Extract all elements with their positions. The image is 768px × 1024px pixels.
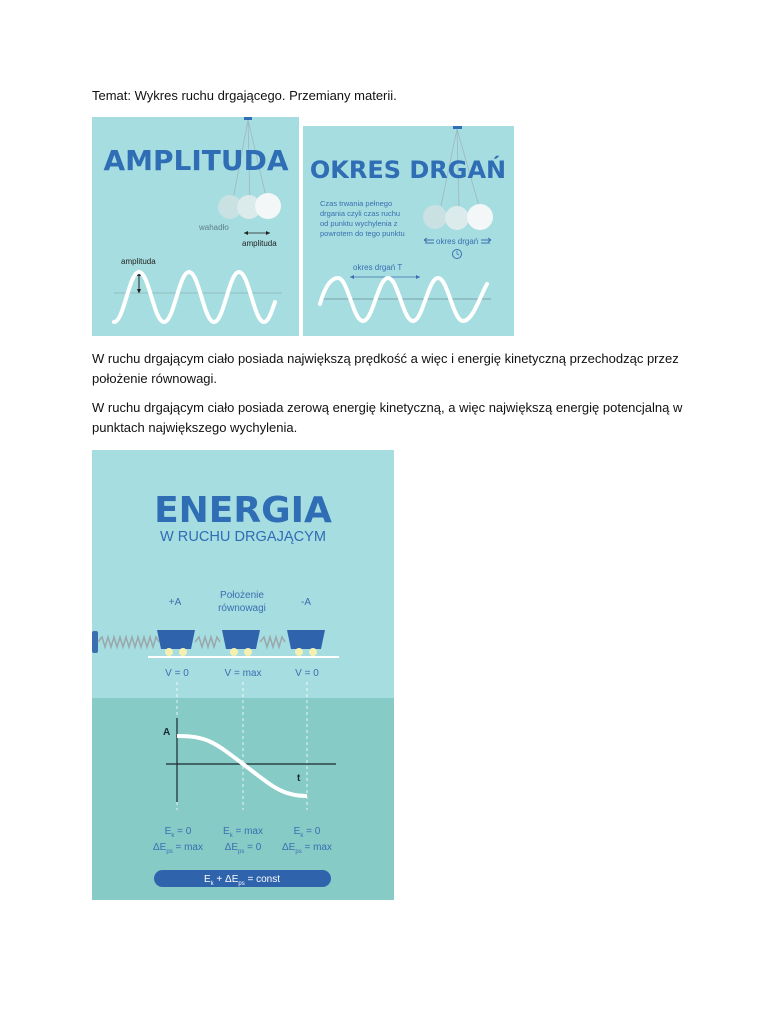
period-description-line-1: Czas trwania pełnego (320, 199, 393, 208)
energy-potential-center: $\Delta E_{ps} = 0$ (224, 842, 262, 855)
amplitude-arrow-label: amplituda (242, 239, 277, 248)
energy-potential-left: $\Delta E_{ps} = \max$ (153, 842, 203, 855)
period-title: OKRES DRGAŃ (309, 156, 507, 184)
paragraph-zero-kinetic: W ruchu drgającym ciało posiada zerową energię kinetyczną, a więc największą energię potencjalną w punktach największego wychylenia. (92, 400, 683, 435)
velocity-right: V = 0 (295, 668, 319, 679)
energy-title: ENERGIA (154, 490, 332, 531)
energy-infographic (92, 450, 394, 900)
topic-line: Temat: Wykres ruchu drgającego. Przemiany materii. (92, 88, 397, 103)
amplitude-title: AMPLITUDA (103, 144, 289, 177)
energy-kinetic-right: $E_k = 0$ (293, 826, 321, 839)
period-description-line-4: powrotem do tego punktu (320, 229, 405, 238)
graph-x-label: t (297, 773, 301, 784)
wall-mount (92, 631, 98, 653)
graph-y-label: A (163, 727, 171, 738)
position-plus-a: +A (168, 597, 182, 608)
position-equilibrium-line-1: Położenie (220, 590, 264, 601)
energy-kinetic-center: $E_k = \max$ (223, 826, 263, 839)
amplitude-infographic (92, 117, 299, 336)
wave-period-label: okres drgań T (353, 263, 403, 272)
period-label: okres drgań (436, 237, 479, 246)
energy-subtitle: W RUCHU DRGAJĄCYM (160, 528, 326, 545)
pendulum-ball-right (255, 193, 281, 219)
velocity-left: V = 0 (165, 668, 189, 679)
position-equilibrium-line-2: równowagi (218, 603, 266, 614)
velocity-center: V = max (224, 668, 262, 679)
pendulum-label: wahadło (199, 223, 229, 232)
energy-potential-right: $\Delta E_{ps} = \max$ (282, 842, 332, 855)
period-infographic (303, 126, 514, 336)
position-minus-a: -A (301, 597, 311, 608)
period-description-line-3: od punktu wychylenia z (320, 219, 398, 228)
energy-sum-label: $E_k + \Delta E_{ps}$ = const (203, 874, 281, 887)
energy-kinetic-left: $E_k = 0$ (164, 826, 192, 839)
wave-amplitude-label: amplituda (121, 257, 156, 266)
paragraph-max-velocity: W ruchu drgającym ciało posiada największą prędkość a więc i energię kinetyczną przechodząc przez położenie równowagi. (92, 351, 679, 386)
period-description-line-2: drgania czyli czas ruchu (320, 209, 401, 218)
